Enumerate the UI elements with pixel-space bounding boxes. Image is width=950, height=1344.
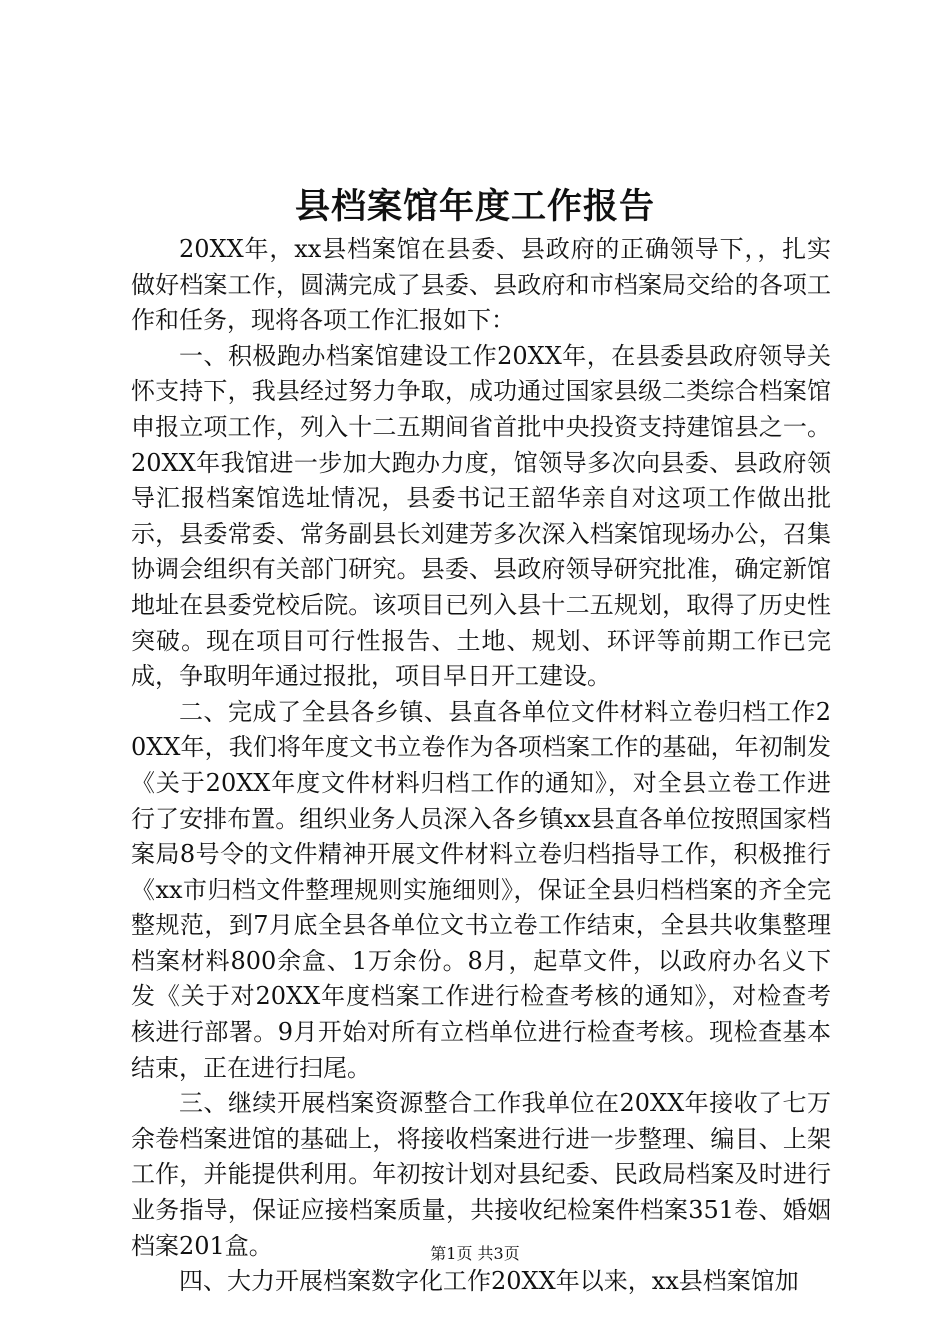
document-body bbox=[131, 232, 831, 1300]
document-title: 县档案馆年度工作报告 bbox=[294, 186, 655, 227]
paragraph-section-3: 三、继续开展档案资源整合工作我单位在20XX年接收了七万余卷档案进馆的基础上，将接收档案进行进一步整理、编目、上架工作，并能提供利用。年初按计划对县纪委、民政局档案及时进行业务指导，保证应接档案质量，共接收纪检案件档案351卷、婚姻档案201盒。 bbox=[131, 1089, 831, 1260]
paragraph-intro: 20XX年，xx县档案馆在县委、县政府的正确领导下，，扎实做好档案工作，圆满完成了县委、县政府和市档案局交给的各项工作和任务，现将各项工作汇报如下： bbox=[131, 235, 831, 335]
paragraph-section-4: 四、大力开展档案数字化工作20XX年以来，xx县档案馆加 bbox=[179, 1267, 799, 1296]
page-footer: 第1页 共3页 bbox=[430, 1244, 520, 1263]
paragraph-section-2: 二、完成了全县各乡镇、县直各单位文件材料立卷归档工作20XX年，我们将年度文书立卷作为各项档案工作的基础，年初制发《关于20XX年度文件材料归档工作的通知》，对全县立卷工作进行了安排布置。组织业务人员深入各乡镇xx县直各单位按照国家档案局8号令的文件精神开展文件材料立卷归档指导工作，积极推行《xx市归档文件整理规则实施细则》，保证全县归档档案的齐全完整规范，到7月底全县各单位文书立卷工作结束，全县共收集整理档案材料800余盒、1万余份。8月，起草文件，以政府办名义下发《关于对20XX年度档案工作进行检查考核的通知》，对检查考核进行部署。9月开始对所有立档单位进行检查考核。现检查基本结束，正在进行扫尾。 bbox=[131, 697, 831, 1082]
paragraph-section-1: 一、积极跑办档案馆建设工作20XX年，在县委县政府领导关怀支持下，我县经过努力争取，成功通过国家县级二类综合档案馆申报立项工作，列入十二五期间省首批中央投资支持建馆县之一。20XX年我馆进一步加大跑办力度，馆领导多次向县委、县政府领导汇报档案馆选址情况，县委书记王韶华亲自对这项工作做出批示，县委常委、常务副县长刘建芳多次深入档案馆现场办公，召集协调会组织有关部门研究。县委、县政府领导研究批准，确定新馆地址在县委党校后院。该项目已列入县十二五规划，取得了历史性突破。现在项目可行性报告、土地、规划、环评等前期工作已完成，争取明年通过报批，项目早日开工建设。 bbox=[131, 341, 831, 691]
